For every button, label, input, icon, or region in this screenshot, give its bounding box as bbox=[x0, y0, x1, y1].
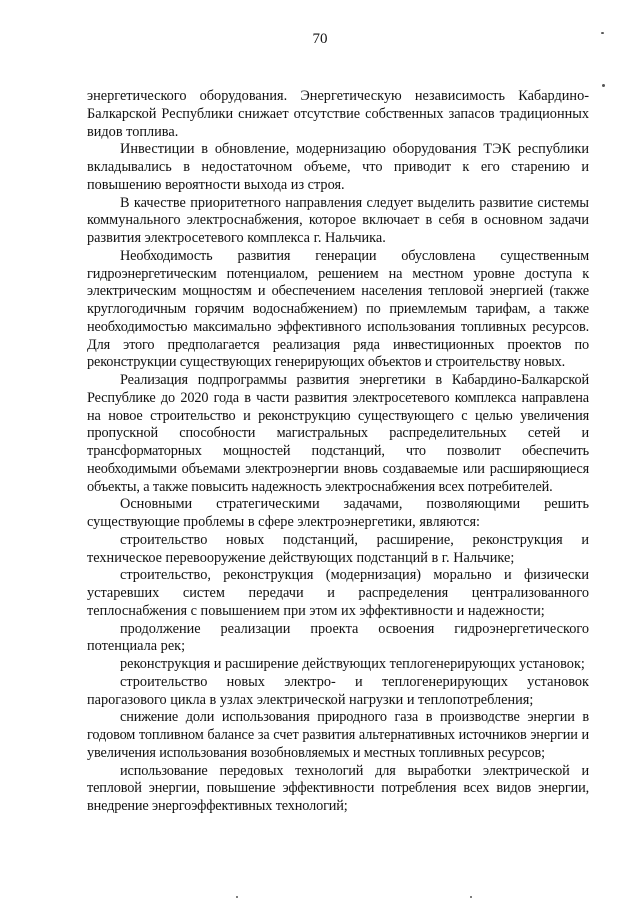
list-item-gas-share: снижение доли использования природного газа в производстве энергии в годовом топливном балансе за счет развития альтернативных источников энергии и увеличения использования возобновляемых и местных топливных ресурсов; bbox=[87, 709, 589, 761]
list-item-heat-supply: строительство, реконструкция (модернизация) морально и физически устаревших систем передачи и распределения централизованного теплоснабжения с повышением при этом их эффективности и надежности; bbox=[87, 567, 589, 619]
paragraph-generation-need: Необходимость развития генерации обусловлена существенным гидроэнергетическим потенциалом, решением на местном уровне доступа к электрическим мощностям и обеспечением населения тепловой энергией (также круглогодичным горячим водоснабжением) по приемлемым тарифам, а также необходимостью максимально эффективного использования топливных ресурсов. Для этого предполагается реализация ряда инвестиционных проектов по реконструкции существующих генерирующих объектов и строительству новых. bbox=[87, 247, 589, 371]
paragraph-strategic-tasks: Основными стратегическими задачами, позволяющими решить существующие проблемы в сфере электроэнергетики, являются: bbox=[87, 496, 589, 530]
scan-speck bbox=[236, 896, 238, 898]
list-item-combined-cycle: строительство новых электро- и теплогенерирующих установок парогазового цикла в узлах электрической нагрузки и теплопотребления; bbox=[87, 673, 589, 708]
scan-speck bbox=[602, 84, 605, 87]
scan-speck bbox=[470, 896, 472, 898]
paragraph-investments: Инвестиции в обновление, модернизацию оборудования ТЭК республики вкладывались в недостаточном объеме, что приводит к его старению и повышению вероятности выхода из строя. bbox=[87, 141, 589, 193]
paragraph-priority-direction: В качестве приоритетного направления следует выделить развитие системы коммунального электроснабжения, которое включает в себя в основном задачи развития электросетевого комплекса г. Нальчика. bbox=[87, 194, 589, 246]
paragraph-subprogram-implementation: Реализация подпрограммы развития энергетики в Кабардино-Балкарской Республике до 2020 года в части развития электросетевого комплекса направлена на новое строительство и реконструкцию существующего с целью увеличения пропускной способности магистральных распределительных сетей и трансформаторных мощностей подстанций, что позволит обеспечить необходимыми объемами электроэнергии вновь создаваемые или расширяющиеся объекты, а также повысить надежность электроснабжения всех потребителей. bbox=[87, 372, 589, 495]
document-body bbox=[87, 88, 589, 816]
list-item-hydro-potential: продолжение реализации проекта освоения гидроэнергетического потенциала рек; bbox=[87, 620, 589, 655]
page-number: 70 bbox=[312, 31, 328, 47]
scan-speck bbox=[601, 32, 604, 34]
list-item-heat-installations: реконструкция и расширение действующих теплогенерирующих установок; bbox=[120, 656, 585, 672]
list-item-substations: строительство новых подстанций, расширение, реконструкция и техническое перевооружение действующих подстанций в г. Нальчике; bbox=[87, 531, 589, 566]
list-item-advanced-technologies: использование передовых технологий для выработки электрической и тепловой энергии, повышение эффективности потребления всех видов энергии, внедрение энергоэффективных технологий; bbox=[87, 762, 589, 814]
paragraph-continuation: энергетического оборудования. Энергетическую независимость Кабардино-Балкарской Республики снижает отсутствие собственных запасов традиционных видов топлива. bbox=[87, 88, 589, 140]
